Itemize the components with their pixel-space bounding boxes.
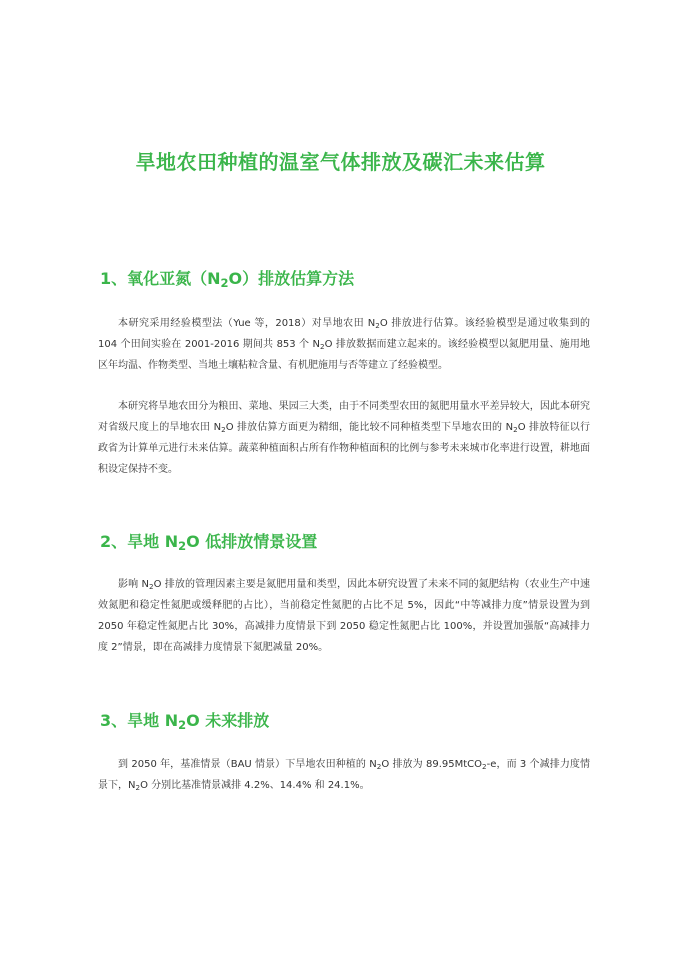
paragraph-nitrogen-structure: 影响 $N_2O$ 排放的管理因素主要是氮肥用量和类型，因此本研究设置了未来不同的氮肥结构（农业生产中速效氮肥和稳定性氮肥或缓释肥的占比），当前稳定性氮肥的占比不足 5%，因此“中等减排力度”情景设置为到 2050 年稳定性氮肥占比 30%，高减排力度情景下到 2050 稳定性氮肥占比 100%，并设置加强版“高减排力度 2”情景，即在高减排力度情景下氮肥减量 20%。 — [98, 579, 590, 653]
section-heading-low-emission-scenarios: 2、旱地 $N_2O$ 低排放情景设置 — [100, 532, 318, 553]
paragraph-2050-projection: 到 2050 年，基准情景（BAU 情景）下旱地农田种植的 $N_2O$ 排放为 89.95MtCO$_2$-e，而 3 个减排力度情景下，$N_2O$ 分别比基准情景减排 4.2%、14.4% 和 24.1%。 — [98, 759, 591, 792]
section-heading-n2o-method: 1、氧化亚氮$(N_2O)$排放估算方法 — [100, 269, 355, 290]
page-title: 旱地农田种植的温室气体排放及碳汇未来估算 — [135, 150, 546, 174]
paragraph-farmland-categories: 本研究将旱地农田分为粮田、菜地、果园三大类，由于不同类型农田的氮肥用量水平差异较大，因此本研究对省级尺度上的旱地农田 $N_2O$ 排放估算方面更为精细，能比较不同种植类型下旱地农田的 $N_2O$ 排放特征以行政省为计算单元进行未来估算。蔬菜种植面积占所有作物种植面积的比例与参考未来城市化率进行设置，耕地面积设定保持不变。 — [98, 401, 590, 475]
section-heading-future-emissions: 3、旱地 $N_2O$ 未来排放 — [100, 711, 270, 732]
paragraph-empirical-model: 本研究采用经验模型法（Yue 等，2018）对旱地农田 $N_2O$ 排放进行估算。该经验模型是通过收集到的 104 个田间实验在 2001-2016 期间共 853 个 $N_2O$ 排放数据而建立起来的。该经验模型以氮肥用量、施用地区年均温、作物类型、当地土壤粘粒含量、有机肥施用与否等建立了经验模型。 — [98, 318, 590, 371]
